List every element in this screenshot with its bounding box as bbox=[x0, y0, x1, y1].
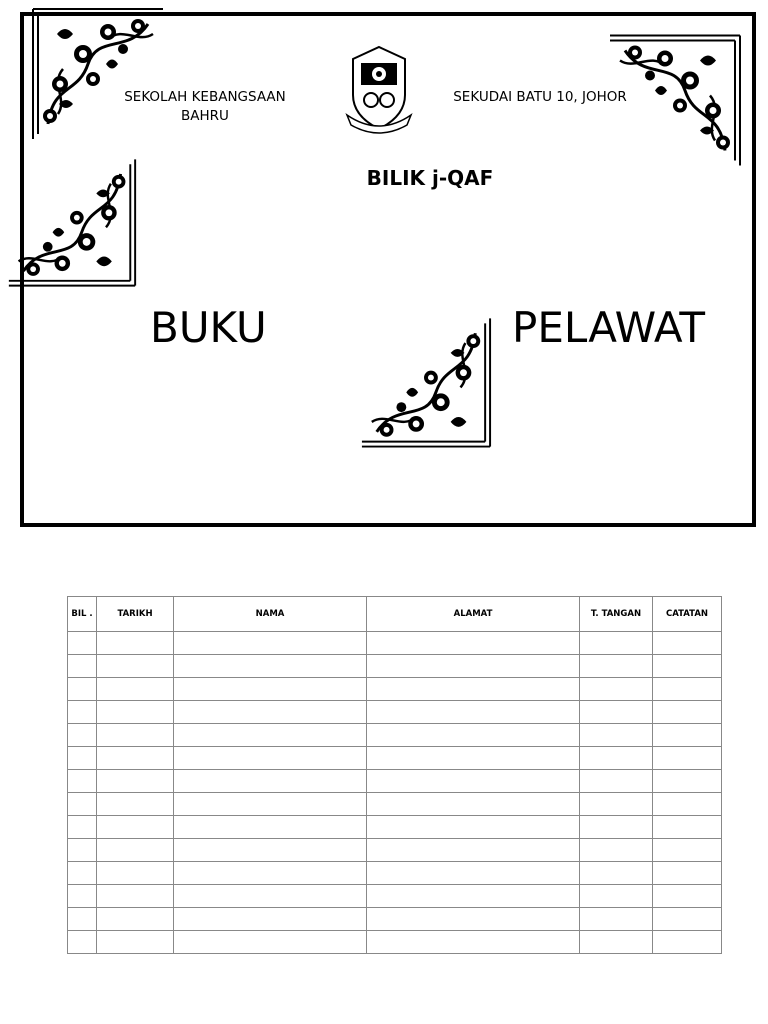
table-cell[interactable] bbox=[174, 747, 367, 770]
table-cell[interactable] bbox=[580, 793, 653, 816]
table-cell[interactable] bbox=[68, 747, 97, 770]
table-cell[interactable] bbox=[174, 885, 367, 908]
table-cell[interactable] bbox=[580, 632, 653, 655]
column-header-bil: BIL . bbox=[68, 597, 97, 632]
table-cell[interactable] bbox=[653, 724, 722, 747]
table-cell[interactable] bbox=[174, 931, 367, 954]
title-word-pelawat: PELAWAT bbox=[512, 303, 706, 352]
table-cell[interactable] bbox=[174, 678, 367, 701]
table-cell[interactable] bbox=[174, 862, 367, 885]
table-cell[interactable] bbox=[653, 839, 722, 862]
table-cell[interactable] bbox=[580, 770, 653, 793]
table-cell[interactable] bbox=[580, 862, 653, 885]
table-cell[interactable] bbox=[97, 655, 174, 678]
table-cell[interactable] bbox=[68, 816, 97, 839]
table-row bbox=[68, 885, 722, 908]
table-cell[interactable] bbox=[367, 793, 580, 816]
table-cell[interactable] bbox=[97, 632, 174, 655]
column-header-catatan: CATATAN bbox=[653, 597, 722, 632]
table-cell[interactable] bbox=[68, 793, 97, 816]
table-cell[interactable] bbox=[367, 770, 580, 793]
table-cell[interactable] bbox=[367, 816, 580, 839]
table-row bbox=[68, 908, 722, 931]
table-cell[interactable] bbox=[367, 931, 580, 954]
table-cell[interactable] bbox=[174, 724, 367, 747]
table-row bbox=[68, 793, 722, 816]
title-word-buku: BUKU bbox=[150, 303, 267, 352]
table-cell[interactable] bbox=[68, 724, 97, 747]
table-cell[interactable] bbox=[367, 885, 580, 908]
table-cell[interactable] bbox=[580, 908, 653, 931]
table-cell[interactable] bbox=[367, 839, 580, 862]
table-cell[interactable] bbox=[653, 885, 722, 908]
school-address: SEKUDAI BATU 10, JOHOR bbox=[453, 89, 627, 105]
table-row bbox=[68, 632, 722, 655]
school-crest-icon bbox=[345, 45, 413, 139]
table-cell[interactable] bbox=[174, 770, 367, 793]
table-cell[interactable] bbox=[580, 724, 653, 747]
table-row bbox=[68, 701, 722, 724]
school-name: SEKOLAH KEBANGSAAN BAHRU bbox=[124, 89, 286, 124]
table-cell[interactable] bbox=[580, 701, 653, 724]
table-cell[interactable] bbox=[68, 862, 97, 885]
table-cell[interactable] bbox=[367, 747, 580, 770]
table-cell[interactable] bbox=[68, 678, 97, 701]
table-row bbox=[68, 770, 722, 793]
table-cell[interactable] bbox=[97, 678, 174, 701]
table-cell[interactable] bbox=[653, 862, 722, 885]
table-header-row bbox=[68, 597, 722, 632]
table-cell[interactable] bbox=[653, 747, 722, 770]
table-cell[interactable] bbox=[367, 655, 580, 678]
table-cell[interactable] bbox=[653, 908, 722, 931]
column-header-alamat: ALAMAT bbox=[367, 597, 580, 632]
table-cell[interactable] bbox=[653, 793, 722, 816]
table-cell[interactable] bbox=[580, 747, 653, 770]
table-row bbox=[68, 862, 722, 885]
table-cell[interactable] bbox=[97, 885, 174, 908]
table-cell[interactable] bbox=[580, 885, 653, 908]
table-row bbox=[68, 678, 722, 701]
table-cell[interactable] bbox=[97, 701, 174, 724]
table-cell[interactable] bbox=[174, 793, 367, 816]
table-cell[interactable] bbox=[97, 724, 174, 747]
floral-corner-ornament-icon bbox=[4, 150, 140, 295]
table-row bbox=[68, 747, 722, 770]
table-cell[interactable] bbox=[97, 839, 174, 862]
table-cell[interactable] bbox=[174, 701, 367, 724]
table-cell[interactable] bbox=[68, 632, 97, 655]
table-cell[interactable] bbox=[653, 931, 722, 954]
table-cell[interactable] bbox=[653, 816, 722, 839]
table-cell[interactable] bbox=[653, 770, 722, 793]
table-cell[interactable] bbox=[174, 908, 367, 931]
table-cell[interactable] bbox=[68, 655, 97, 678]
table-cell[interactable] bbox=[97, 862, 174, 885]
table-cell[interactable] bbox=[653, 632, 722, 655]
table-cell[interactable] bbox=[367, 862, 580, 885]
floral-corner-ornament-icon bbox=[357, 305, 495, 460]
table-cell[interactable] bbox=[174, 655, 367, 678]
table-cell[interactable] bbox=[653, 678, 722, 701]
column-header-tandatangan: T. TANGAN bbox=[580, 597, 653, 632]
table-cell[interactable] bbox=[367, 724, 580, 747]
visitor-log-table bbox=[67, 596, 722, 954]
table-cell[interactable] bbox=[580, 931, 653, 954]
table-cell[interactable] bbox=[68, 908, 97, 931]
table-cell[interactable] bbox=[97, 816, 174, 839]
table-row bbox=[68, 724, 722, 747]
column-header-nama: NAMA bbox=[174, 597, 367, 632]
table-cell[interactable] bbox=[367, 701, 580, 724]
table-cell[interactable] bbox=[68, 885, 97, 908]
room-title: BILIK j-QAF bbox=[366, 166, 494, 190]
table-cell[interactable] bbox=[97, 931, 174, 954]
table-cell[interactable] bbox=[367, 678, 580, 701]
table-cell[interactable] bbox=[68, 839, 97, 862]
table-cell[interactable] bbox=[97, 747, 174, 770]
table-cell[interactable] bbox=[653, 655, 722, 678]
table-cell[interactable] bbox=[97, 770, 174, 793]
table-cell[interactable] bbox=[580, 655, 653, 678]
table-row bbox=[68, 931, 722, 954]
table-row bbox=[68, 655, 722, 678]
column-header-tarikh: TARIKH bbox=[97, 597, 174, 632]
table-cell[interactable] bbox=[580, 839, 653, 862]
table-cell[interactable] bbox=[97, 793, 174, 816]
table-cell[interactable] bbox=[174, 632, 367, 655]
table-cell[interactable] bbox=[580, 816, 653, 839]
table-cell[interactable] bbox=[68, 701, 97, 724]
table-cell[interactable] bbox=[367, 908, 580, 931]
table-cell[interactable] bbox=[174, 816, 367, 839]
table-cell[interactable] bbox=[653, 701, 722, 724]
table-row bbox=[68, 839, 722, 862]
table-cell[interactable] bbox=[97, 908, 174, 931]
table-row bbox=[68, 816, 722, 839]
table-cell[interactable] bbox=[68, 770, 97, 793]
table-cell[interactable] bbox=[367, 632, 580, 655]
table-cell[interactable] bbox=[174, 839, 367, 862]
table-cell[interactable] bbox=[68, 931, 97, 954]
table-cell[interactable] bbox=[580, 678, 653, 701]
